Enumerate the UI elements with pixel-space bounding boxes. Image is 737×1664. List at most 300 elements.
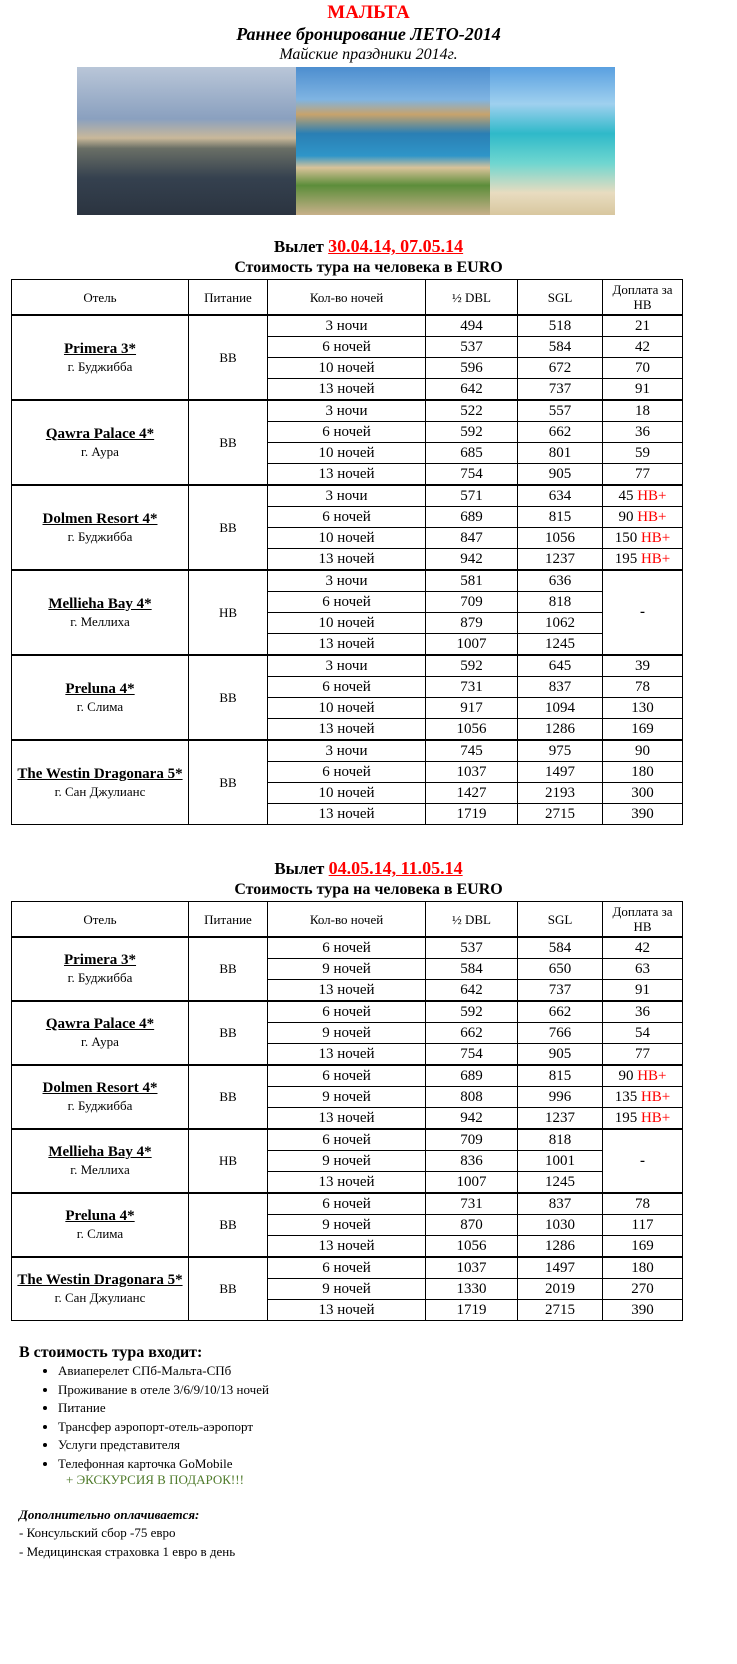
- price-half-dbl: [426, 400, 518, 422]
- nights: [268, 358, 426, 379]
- price-sgl: [518, 400, 603, 422]
- price-half-dbl: [426, 379, 518, 401]
- price-half-dbl-value: 584: [460, 961, 483, 977]
- nights-value: 13 ночей: [318, 1238, 375, 1254]
- price-half-dbl-value: 592: [460, 658, 483, 674]
- price-half-dbl-value: 689: [460, 1068, 483, 1084]
- hb-plus-label: НВ+: [637, 509, 667, 525]
- hb-supplement: [603, 1001, 683, 1023]
- price-sgl: [518, 1172, 603, 1194]
- hb-supplement: [603, 1044, 683, 1066]
- hb-supplement-value: 180: [631, 1260, 654, 1276]
- hotel-cell: [12, 937, 189, 1001]
- price-half-dbl-value: 879: [460, 615, 483, 631]
- hb-supplement-value: 90: [618, 1068, 634, 1084]
- price-sgl: [518, 937, 603, 959]
- meal-plan: BB: [189, 1001, 268, 1065]
- price-half-dbl: [426, 443, 518, 464]
- price-sgl: [518, 655, 603, 677]
- hb-supplement-value: 90: [635, 743, 650, 759]
- nights-value: 10 ночей: [318, 360, 375, 376]
- price-half-dbl: [426, 1023, 518, 1044]
- table-row: [12, 1193, 683, 1215]
- meal-plan: HB: [189, 570, 268, 655]
- hotel-city: г. Сан Джулианс: [54, 783, 146, 799]
- hb-supplement: [603, 1257, 683, 1279]
- nights: [268, 337, 426, 358]
- hotel-name: Dolmen Resort 4*: [42, 1080, 158, 1096]
- hotel-city: г. Буджибба: [67, 970, 133, 985]
- hb-supplement: [603, 507, 683, 528]
- hotel-name: Qawra Palace 4*: [45, 1016, 155, 1032]
- column-header: SGL: [518, 280, 603, 316]
- price-sgl: [518, 959, 603, 980]
- price-half-dbl-value: 731: [460, 679, 483, 695]
- nights-value: 10 ночей: [318, 615, 375, 631]
- price-sgl-value: 737: [548, 381, 572, 397]
- nights: [268, 1023, 426, 1044]
- list-item: • Услуги представителя: [58, 1436, 269, 1455]
- price-sgl-value: 818: [548, 594, 572, 610]
- price-half-dbl-value: 1056: [456, 1238, 487, 1254]
- hb-plus-label: НВ+: [637, 1068, 667, 1084]
- hotel-name: The Westin Dragonara 5*: [17, 765, 183, 782]
- price-half-dbl-value: 731: [460, 1196, 483, 1212]
- price-half-dbl: [426, 570, 518, 592]
- nights: [268, 1108, 426, 1130]
- nights: [268, 592, 426, 613]
- nights-value: 3 ночи: [325, 403, 368, 419]
- price-half-dbl: [426, 549, 518, 571]
- price-half-dbl-value: 592: [460, 1004, 483, 1020]
- hb-supplement-value: 42: [635, 339, 650, 355]
- price-half-dbl: [426, 1001, 518, 1023]
- nights: [268, 937, 426, 959]
- price-half-dbl-value: 709: [460, 1132, 483, 1148]
- price-sgl-value: 2193: [545, 785, 575, 801]
- hb-supplement-value: 135: [614, 1089, 638, 1105]
- hb-supplement: [603, 379, 683, 401]
- price-sgl: [518, 1215, 603, 1236]
- price-half-dbl: [426, 528, 518, 549]
- price-sgl-value: 905: [548, 466, 572, 482]
- nights-value: 13 ночей: [318, 1302, 375, 1318]
- nights-value: 3 ночи: [325, 658, 368, 674]
- hotel-city: г. Буджибба: [67, 1098, 133, 1113]
- price-sgl-value: 1497: [545, 1260, 575, 1276]
- price-sgl-value: 1497: [545, 764, 575, 780]
- price-sgl: [518, 677, 603, 698]
- price-sgl: [518, 1044, 603, 1066]
- list-item: • Авиаперелет СПб-Мальта-СПб: [58, 1362, 269, 1381]
- hb-supplement-value: 18: [635, 403, 650, 419]
- price-sgl: [518, 358, 603, 379]
- price-half-dbl: [426, 762, 518, 783]
- nights: [268, 443, 426, 464]
- price-half-dbl-value: 1719: [456, 806, 487, 822]
- included-list: [40, 1362, 269, 1473]
- price-half-dbl-value: 836: [460, 1153, 483, 1169]
- nights: [268, 1300, 426, 1321]
- price-half-dbl-value: 537: [460, 339, 483, 355]
- hotel-city: г. Слима: [76, 698, 124, 714]
- price-sgl-value: 2019: [545, 1281, 575, 1297]
- price-half-dbl: [426, 719, 518, 741]
- hb-supplement: [603, 528, 683, 549]
- table-row: [12, 400, 683, 422]
- extra-item: - Медицинская страховка 1 евро в день: [19, 1544, 236, 1559]
- price-sgl-value: 996: [548, 1089, 572, 1105]
- list-item: • Проживание в отеле 3/6/9/10/13 ночей: [58, 1381, 269, 1400]
- price-sgl: [518, 1023, 603, 1044]
- price-sgl: [518, 1065, 603, 1087]
- nights-value: 10 ночей: [318, 700, 375, 716]
- nights-value: 13 ночей: [318, 721, 375, 737]
- nights: [268, 698, 426, 719]
- table-row: [12, 1001, 683, 1023]
- price-half-dbl-value: 1427: [456, 785, 487, 801]
- price-sgl-value: 518: [548, 318, 572, 334]
- hb-supplement-value: 91: [635, 381, 650, 397]
- price-sgl-value: 1001: [545, 1153, 575, 1169]
- hb-supplement: [603, 762, 683, 783]
- nights-value: 13 ночей: [318, 1174, 375, 1190]
- hb-supplement: [603, 677, 683, 698]
- price-sgl: [518, 1279, 603, 1300]
- price-half-dbl-value: 592: [460, 424, 483, 440]
- price-half-dbl: [426, 1236, 518, 1258]
- price-half-dbl: [426, 1044, 518, 1066]
- price-sgl-value: 815: [548, 509, 572, 525]
- header-row: [12, 902, 683, 938]
- price-sgl-value: 634: [548, 488, 572, 504]
- nights-value: 9 ночей: [322, 961, 371, 977]
- price-caption-2: Стоимость тура на человека в EURO: [234, 881, 503, 898]
- price-half-dbl: [426, 804, 518, 825]
- price-half-dbl: [426, 1065, 518, 1087]
- nights-value: 6 ночей: [322, 1004, 371, 1020]
- price-half-dbl: [426, 613, 518, 634]
- price-sgl-value: 662: [548, 1004, 572, 1020]
- hotel-name: Mellieha Bay 4*: [48, 1144, 152, 1160]
- nights: [268, 719, 426, 741]
- hotel-city: г. Аура: [81, 443, 119, 459]
- price-sgl-value: 2715: [545, 1302, 575, 1318]
- price-half-dbl: [426, 980, 518, 1002]
- nights: [268, 613, 426, 634]
- nights-value: 9 ночей: [322, 1217, 371, 1233]
- column-header: Питание: [189, 902, 268, 938]
- hb-supplement-value: 42: [635, 940, 650, 956]
- hb-supplement: [603, 959, 683, 980]
- nights: [268, 783, 426, 804]
- price-half-dbl-value: 642: [460, 381, 483, 397]
- nights: [268, 379, 426, 401]
- price-half-dbl: [426, 1151, 518, 1172]
- table-row: [12, 570, 683, 592]
- country-title: МАЛЬТА: [327, 2, 410, 23]
- price-sgl: [518, 1129, 603, 1151]
- nights-value: 13 ночей: [318, 466, 375, 482]
- hb-supplement-value: 169: [631, 1238, 654, 1254]
- price-sgl-value: 1237: [545, 551, 575, 567]
- column-header: Кол-во ночей: [268, 902, 426, 938]
- price-sgl-value: 672: [548, 360, 572, 376]
- nights-value: 13 ночей: [318, 1110, 375, 1126]
- hb-supplement: [603, 1300, 683, 1321]
- price-sgl: [518, 485, 603, 507]
- price-half-dbl-value: 522: [460, 403, 483, 419]
- price-sgl-value: 557: [548, 403, 572, 419]
- nights-value: 13 ночей: [318, 636, 375, 652]
- price-half-dbl: [426, 655, 518, 677]
- price-sgl: [518, 422, 603, 443]
- hb-supplement: [603, 740, 683, 762]
- price-sgl-value: 1286: [545, 1238, 575, 1254]
- price-half-dbl: [426, 1257, 518, 1279]
- price-half-dbl-value: 942: [460, 551, 483, 567]
- column-header: SGL: [518, 902, 603, 938]
- hotel-cell: [12, 1257, 189, 1321]
- nights: [268, 1087, 426, 1108]
- column-header: Кол-во ночей: [268, 280, 426, 316]
- price-sgl-value: 818: [548, 1132, 572, 1148]
- nights: [268, 464, 426, 486]
- price-half-dbl-value: 1719: [456, 1302, 487, 1318]
- hb-supplement: [603, 1215, 683, 1236]
- price-half-dbl: [426, 634, 518, 656]
- price-sgl-value: 766: [548, 1025, 572, 1041]
- column-header: Питание: [189, 280, 268, 316]
- meal-plan: BB: [189, 400, 268, 485]
- price-half-dbl: [426, 592, 518, 613]
- nights: [268, 1129, 426, 1151]
- price-half-dbl: [426, 464, 518, 486]
- price-half-dbl: [426, 1108, 518, 1130]
- beach-photo: [490, 67, 615, 215]
- hb-supplement-value: 169: [631, 721, 654, 737]
- hb-supplement-value: 78: [635, 1196, 650, 1212]
- price-half-dbl-value: 847: [460, 530, 483, 546]
- price-half-dbl: [426, 1193, 518, 1215]
- nights-value: 13 ночей: [318, 982, 375, 998]
- hb-supplement: [603, 422, 683, 443]
- hb-supplement-value: 77: [635, 466, 650, 482]
- nights-value: 6 ночей: [322, 594, 371, 610]
- hb-supplement-value: 59: [635, 445, 650, 461]
- price-sgl: [518, 634, 603, 656]
- nights-value: 13 ночей: [318, 381, 375, 397]
- price-sgl: [518, 337, 603, 358]
- price-half-dbl-value: 581: [460, 573, 483, 589]
- price-sgl-value: 662: [548, 424, 572, 440]
- nights-value: 6 ночей: [322, 1260, 371, 1276]
- nights: [268, 507, 426, 528]
- nights: [268, 1044, 426, 1066]
- meal-plan: BB: [189, 655, 268, 740]
- hb-supplement: [603, 485, 683, 507]
- price-half-dbl-value: 808: [460, 1089, 483, 1105]
- hotel-city: г. Буджибба: [67, 358, 133, 374]
- hotel-cell: [12, 315, 189, 400]
- nights-value: 6 ночей: [322, 940, 371, 956]
- price-half-dbl: [426, 1279, 518, 1300]
- table-row: [12, 485, 683, 507]
- table-row: [12, 315, 683, 337]
- hb-supplement-value: 180: [631, 764, 654, 780]
- price-sgl: [518, 507, 603, 528]
- nights-value: 3 ночи: [325, 573, 368, 589]
- hb-supplement: [603, 1193, 683, 1215]
- list-item: • Телефонная карточка GoMobile: [58, 1455, 269, 1474]
- price-half-dbl: [426, 358, 518, 379]
- table-row: [12, 740, 683, 762]
- hb-supplement-value: 91: [635, 982, 650, 998]
- price-sgl-value: 636: [548, 573, 572, 589]
- price-half-dbl: [426, 677, 518, 698]
- price-half-dbl-value: 1007: [456, 636, 487, 652]
- hb-supplement: [603, 337, 683, 358]
- hb-supplement: [603, 315, 683, 337]
- nights: [268, 549, 426, 571]
- table-row: [12, 1257, 683, 1279]
- page-title: Раннее бронирование ЛЕТО-2014: [236, 24, 501, 44]
- price-table-2: [11, 901, 683, 1321]
- meal-plan: BB: [189, 740, 268, 825]
- price-sgl-value: 1237: [545, 1110, 575, 1126]
- hb-supplement-value: 390: [631, 1302, 654, 1318]
- price-sgl: [518, 719, 603, 741]
- price-sgl: [518, 1001, 603, 1023]
- nights: [268, 634, 426, 656]
- nights: [268, 740, 426, 762]
- hb-supplement-value: 390: [631, 806, 654, 822]
- price-half-dbl: [426, 422, 518, 443]
- price-half-dbl: [426, 1087, 518, 1108]
- hotel-cell: [12, 655, 189, 740]
- price-sgl: [518, 464, 603, 486]
- meal-plan: BB: [189, 937, 268, 1001]
- price-half-dbl-value: 754: [460, 466, 483, 482]
- price-sgl-value: 1245: [545, 636, 575, 652]
- price-sgl-value: 1094: [545, 700, 575, 716]
- table-row: [12, 1129, 683, 1151]
- hb-plus-label: НВ+: [637, 488, 667, 504]
- price-sgl: [518, 740, 603, 762]
- hb-supplement: [603, 698, 683, 719]
- nights-value: 10 ночей: [318, 530, 375, 546]
- price-sgl: [518, 379, 603, 401]
- departure-label: Вылет: [273, 237, 324, 256]
- departure-dates: 30.04.14, 07.05.14: [328, 236, 464, 256]
- nights: [268, 1001, 426, 1023]
- extra-item: - Консульский сбор -75 евро: [19, 1525, 176, 1540]
- hb-supplement-value: 195: [614, 1110, 638, 1126]
- hotel-name: Qawra Palace 4*: [45, 425, 155, 442]
- nights-value: 13 ночей: [318, 1046, 375, 1062]
- hotel-city: г. Слима: [76, 1226, 124, 1241]
- price-sgl: [518, 315, 603, 337]
- price-sgl: [518, 783, 603, 804]
- hotel-cell: [12, 1129, 189, 1193]
- hotel-city: г. Меллиха: [70, 1162, 130, 1177]
- departure-heading-2: [0, 858, 737, 879]
- hb-supplement-value: 130: [631, 700, 654, 716]
- nights-value: 9 ночей: [322, 1025, 371, 1041]
- hb-supplement-value: 36: [635, 1004, 650, 1020]
- price-sgl: [518, 762, 603, 783]
- hb-supplement: [603, 1065, 683, 1087]
- hotel-city: г. Аура: [81, 1034, 119, 1049]
- hb-supplement: [603, 1236, 683, 1258]
- price-half-dbl: [426, 1129, 518, 1151]
- hb-supplement-value: 63: [635, 961, 650, 977]
- price-half-dbl: [426, 337, 518, 358]
- table-row: [12, 655, 683, 677]
- price-sgl-value: 1245: [545, 1174, 575, 1190]
- nights-value: 9 ночей: [322, 1089, 371, 1105]
- nights-value: 10 ночей: [318, 445, 375, 461]
- price-half-dbl: [426, 1172, 518, 1194]
- price-caption-1: Стоимость тура на человека в EURO: [234, 259, 503, 276]
- nights-value: 6 ночей: [322, 1196, 371, 1212]
- price-sgl: [518, 1151, 603, 1172]
- included-title: В стоимость тура входит:: [19, 1344, 203, 1361]
- hb-plus-label: НВ+: [640, 551, 671, 567]
- price-sgl-value: 650: [548, 961, 572, 977]
- price-sgl: [518, 1300, 603, 1321]
- price-sgl: [518, 698, 603, 719]
- nights-value: 6 ночей: [322, 509, 371, 525]
- nights-value: 6 ночей: [322, 679, 371, 695]
- price-sgl-value: 837: [548, 1196, 572, 1212]
- hb-supplement: [603, 464, 683, 486]
- price-sgl: [518, 443, 603, 464]
- price-sgl-value: 815: [548, 1068, 572, 1084]
- departure-heading-1: [0, 236, 737, 257]
- meal-plan: BB: [189, 1193, 268, 1257]
- price-sgl: [518, 804, 603, 825]
- table-row: [12, 937, 683, 959]
- price-sgl: [518, 980, 603, 1002]
- price-sgl-value: 1030: [545, 1217, 575, 1233]
- nights: [268, 400, 426, 422]
- hb-supplement: [603, 804, 683, 825]
- price-sgl-value: 737: [548, 982, 572, 998]
- price-half-dbl-value: 917: [460, 700, 483, 716]
- nights-value: 13 ночей: [318, 551, 375, 567]
- nights: [268, 959, 426, 980]
- hotel-city: г. Меллиха: [70, 613, 130, 629]
- price-half-dbl-value: 1056: [456, 721, 487, 737]
- price-half-dbl-value: 942: [460, 1110, 483, 1126]
- table-row: [12, 1065, 683, 1087]
- price-half-dbl-value: 689: [460, 509, 483, 525]
- price-half-dbl: [426, 740, 518, 762]
- nights-value: 9 ночей: [322, 1281, 371, 1297]
- extra-costs-title: Дополнительно оплачивается:: [19, 1507, 200, 1522]
- nights: [268, 1151, 426, 1172]
- departure-dates: 04.05.14, 11.05.14: [328, 858, 463, 878]
- hb-supplement: [603, 1087, 683, 1108]
- hotel-city: г. Буджибба: [67, 528, 133, 544]
- nights: [268, 485, 426, 507]
- meal-plan: BB: [189, 1257, 268, 1321]
- header-row: [12, 280, 683, 316]
- column-header: Доплата за НВ: [603, 902, 683, 938]
- nights: [268, 1257, 426, 1279]
- list-item: • Питание: [58, 1399, 269, 1418]
